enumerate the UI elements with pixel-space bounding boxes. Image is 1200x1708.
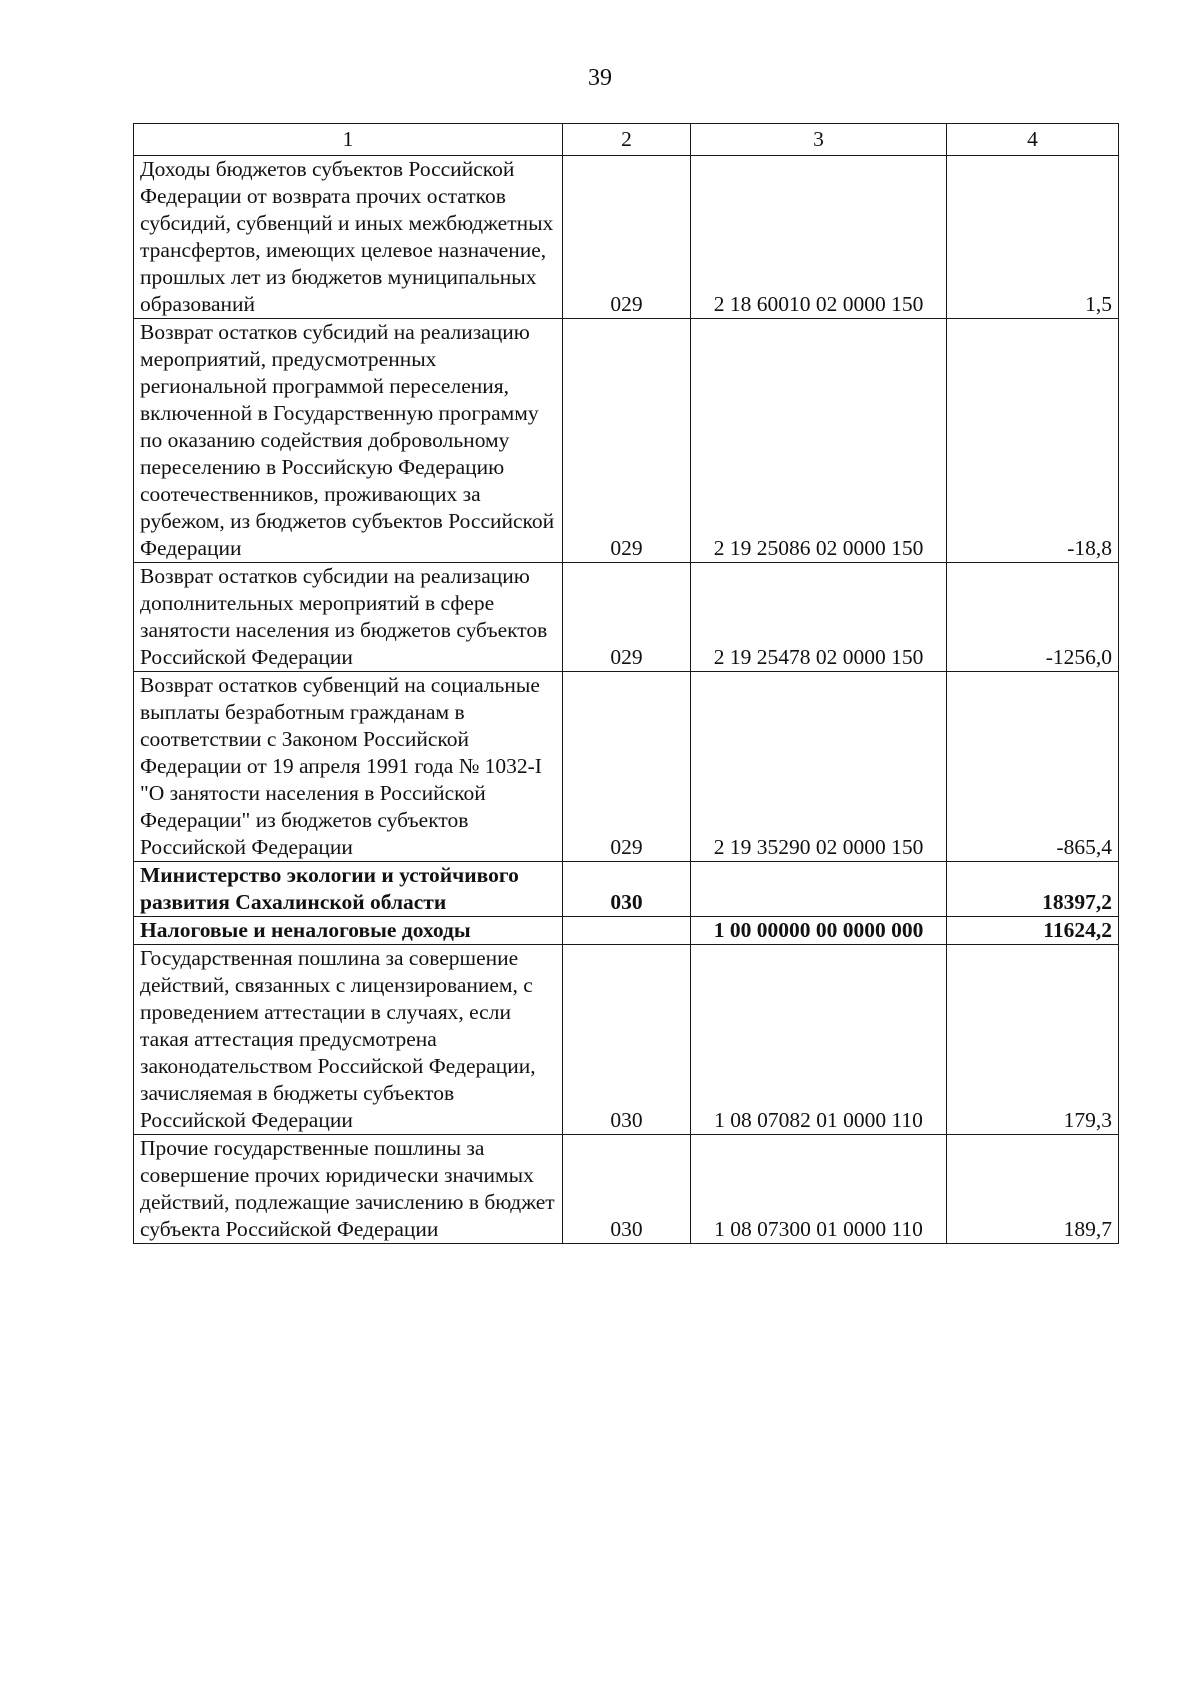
row-admin-code: 030: [563, 862, 691, 917]
row-amount: -1256,0: [947, 563, 1119, 672]
row-admin-code: 029: [563, 156, 691, 319]
row-admin-code: 030: [563, 1135, 691, 1244]
table-row: [134, 563, 1119, 672]
row-name: Возврат остатков субсидии на реализацию дополнительных мероприятий в сфере занятости населения из бюджетов субъектов Российской Федерации: [134, 563, 563, 672]
row-name: Прочие государственные пошлины за совершение прочих юридически значимых действий, подлежащие зачислению в бюджет субъекта Российской Федерации: [134, 1135, 563, 1244]
row-amount: 18397,2: [947, 862, 1119, 917]
row-budget-code: 2 18 60010 02 0000 150: [691, 156, 947, 319]
table-row: [134, 319, 1119, 563]
table-header-row: [134, 124, 1119, 156]
row-admin-code: 030: [563, 945, 691, 1135]
row-budget-code: 2 19 35290 02 0000 150: [691, 672, 947, 862]
row-budget-code: 1 08 07082 01 0000 110: [691, 945, 947, 1135]
row-amount: 1,5: [947, 156, 1119, 319]
table-row: [134, 672, 1119, 862]
column-header-4: 4: [947, 124, 1119, 156]
revenue-table: [133, 123, 1119, 1244]
row-name: Министерство экологии и устойчивого развития Сахалинской области: [134, 862, 563, 917]
row-amount: -865,4: [947, 672, 1119, 862]
row-admin-code: 029: [563, 319, 691, 563]
table-row: [134, 917, 1119, 945]
table-row: [134, 862, 1119, 917]
row-amount: -18,8: [947, 319, 1119, 563]
row-name: Возврат остатков субвенций на социальные выплаты безработным гражданам в соответствии с Законом Российской Федерации от 19 апреля 1991 года № 1032-I "О занятости населения в Российской Федерации" из бюджетов субъектов Российской Федерации: [134, 672, 563, 862]
row-admin-code: 029: [563, 672, 691, 862]
row-admin-code: 029: [563, 563, 691, 672]
row-amount: 189,7: [947, 1135, 1119, 1244]
column-header-1: 1: [134, 124, 563, 156]
row-name: Возврат остатков субсидий на реализацию мероприятий, предусмотренных региональной программой переселения, включенной в Государственную программу по оказанию содействия добровольному переселению в Российскую Федерацию соотечественников, проживающих за рубежом, из бюджетов субъектов Российской Федерации: [134, 319, 563, 563]
row-amount: 11624,2: [947, 917, 1119, 945]
column-header-2: 2: [563, 124, 691, 156]
page-number: 39: [588, 65, 612, 91]
row-budget-code: [691, 862, 947, 917]
row-name: Доходы бюджетов субъектов Российской Федерации от возврата прочих остатков субсидий, субвенций и иных межбюджетных трансфертов, имеющих целевое назначение, прошлых лет из бюджетов муниципальных образований: [134, 156, 563, 319]
row-name: Налоговые и неналоговые доходы: [134, 917, 563, 945]
row-admin-code: [563, 917, 691, 945]
row-budget-code: 2 19 25086 02 0000 150: [691, 319, 947, 563]
table-row: [134, 945, 1119, 1135]
row-name: Государственная пошлина за совершение действий, связанных с лицензированием, с проведением аттестации в случаях, если такая аттестация предусмотрена законодательством Российской Федерации, зачисляемая в бюджеты субъектов Российской Федерации: [134, 945, 563, 1135]
table-row: [134, 1135, 1119, 1244]
table-row: [134, 156, 1119, 319]
row-budget-code: 1 08 07300 01 0000 110: [691, 1135, 947, 1244]
row-amount: 179,3: [947, 945, 1119, 1135]
column-header-3: 3: [691, 124, 947, 156]
row-budget-code: 1 00 00000 00 0000 000: [691, 917, 947, 945]
row-budget-code: 2 19 25478 02 0000 150: [691, 563, 947, 672]
